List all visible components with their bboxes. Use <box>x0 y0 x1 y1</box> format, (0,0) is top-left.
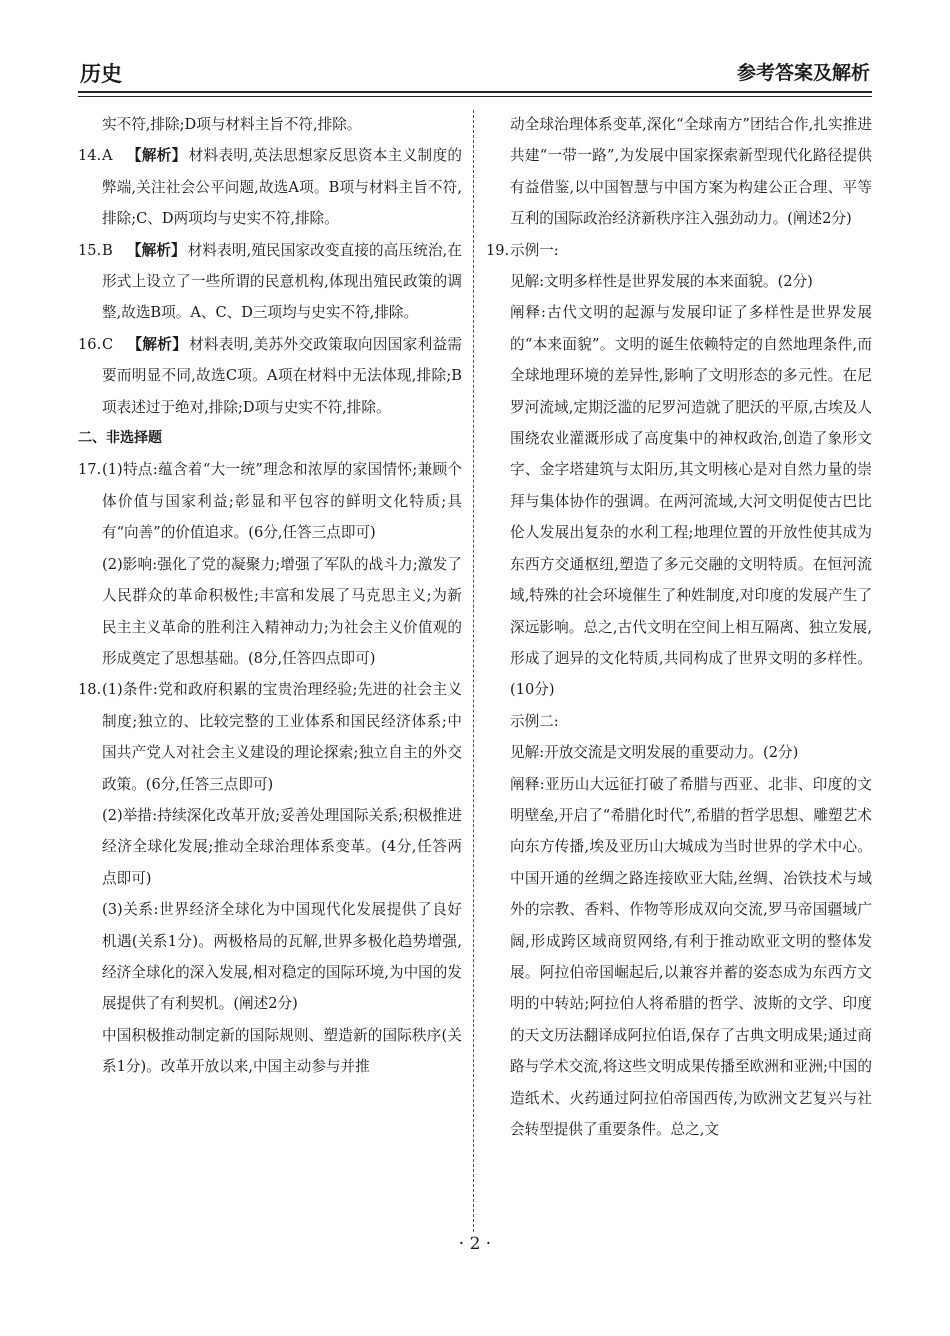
right-column <box>486 109 872 1145</box>
question-number: 15. <box>78 241 102 259</box>
answer-letter: B <box>102 241 113 259</box>
example-2-title: 示例二: <box>510 712 559 730</box>
analysis-text: 材料表明,美苏外交政策取向因国家利益需要而明显不同,故选C项。A项在材料中无法体现,排除;B项表述过于绝对,排除;D项与史实不符,排除。 <box>102 335 462 416</box>
example-2-text: 阐释:亚历山大远征打破了希腊与西亚、北非、印度的文明壁垒,开启了“希腊化时代”,希腊的哲学思想、雕塑艺术向东方传播,埃及亚历山大城成为当时世界的学术中心。中国开通的丝绸之路连接欧亚大陆,丝绸、冶铁技术与域外的宗教、香料、作物等形成双向交流,罗马帝国疆域广阔,形成跨区域商贸网络,有利于推动欧亚文明的整体发展。阿拉伯帝国崛起后,以兼容并蓄的姿态成为东西方文明的中转站;阿拉伯人将希腊的哲学、波斯的文学、印度的天文历法翻译成阿拉伯语,保存了古典文明成果;通过商路与学术交流,将这些文明成果传播至欧洲和亚洲;中国的造纸术、火药通过阿拉伯帝国西传,为欧洲文艺复兴与社会转型提供了重要条件。总之,文 <box>510 775 872 1138</box>
answer-part-4: 中国积极推动制定新的国际规则、塑造新的国际秩序(关系1分)。改革开放以来,中国主动参与并推 <box>102 1026 462 1076</box>
question-14 <box>78 140 462 234</box>
analysis-label: 【解析】 <box>127 335 188 353</box>
question-16 <box>78 329 462 423</box>
header-rule-thick <box>78 91 872 93</box>
answer-part-2: (2)举措:持续深化改革开放;妥善处理国际关系;积极推进经济全球化发展;推动全球治理体系变革。(4分,任答两点即可) <box>102 806 462 887</box>
analysis-text: 材料表明,殖民国家改变直接的高压统治,在形式上设立了一些所谓的民意机构,体现出殖民政策的调整,故选B项。A、C、D三项均与史实不符,排除。 <box>102 241 462 322</box>
analysis-label: 【解析】 <box>126 147 187 165</box>
answer-letter: C <box>102 335 114 353</box>
example-1-title: 示例一: <box>510 241 559 259</box>
header-rule-thin <box>78 96 872 97</box>
left-column <box>78 109 462 1083</box>
question-18 <box>78 674 462 1082</box>
question-number: 14. <box>78 147 102 165</box>
answer-part-3: (3)关系:世界经济全球化为中国现代化发展提供了良好机遇(关系1分)。两极格局的瓦解,世界多极化趋势增强,经济全球化的深入发展,相对稳定的国际环境,为中国的发展提供了有利契机。(阐述2分) <box>102 901 462 1013</box>
answer-letter: A <box>102 147 113 165</box>
example-2-view: 见解:开放交流是文明发展的重要动力。(2分) <box>510 744 799 762</box>
question-15 <box>78 235 462 329</box>
header-title: 参考答案及解析 <box>736 62 870 84</box>
question-number: 19. <box>486 241 510 259</box>
subject-title: 历史 <box>80 62 122 86</box>
question-number: 16. <box>78 335 102 353</box>
answer-part-2: (2)影响:强化了党的凝聚力;增强了军队的战斗力;激发了人民群众的革命积极性;丰富和发展了马克思主义;为新民主主义革命的胜利注入精神动力;为社会主义价值观的形成奠定了思想基础。(8分,任答四点即可) <box>102 555 462 667</box>
page-header <box>78 58 872 90</box>
example-1-view: 见解:文明多样性是世界发展的本来面貌。(2分) <box>510 273 813 291</box>
section-heading: 二、非选择题 <box>78 430 162 447</box>
question-number: 18. <box>78 681 102 699</box>
analysis-text: 材料表明,英法思想家反思资本主义制度的弊端,关注社会公平问题,故选A项。B项与材料主旨不符,排除;C、D两项均与史实不符,排除。 <box>102 147 462 228</box>
question-17 <box>78 454 462 674</box>
question-number: 17. <box>78 461 102 479</box>
page-number: · 2 · <box>458 1234 492 1254</box>
column-divider <box>473 110 474 1232</box>
prev-answer-tail: 实不符,排除;D项与材料主旨不符,排除。 <box>102 116 362 133</box>
q18-continuation: 动全球治理体系变革,深化“全球南方”团结合作,扎实推进共建“一带一路”,为发展中国家探索新型现代化路径提供有益借鉴,以中国智慧与中国方案为构建公正合理、平等互利的国际政治经济新秩序注入强劲动力。(阐述2分) <box>510 116 872 228</box>
answer-part-1: (1)条件:党和政府积累的宝贵治理经验;先进的社会主义制度;独立的、比较完整的工业体系和国民经济体系;中国共产党人对社会主义建设的理论探索;独立自主的外交政策。(6分,任答三点即可) <box>102 681 462 793</box>
example-1-text: 阐释:古代文明的起源与发展印证了多样性是世界发展的“本来面貌”。文明的诞生依赖特定的自然地理条件,而全球地理环境的差异性,影响了文明形态的多元性。在尼罗河流域,定期泛滥的尼罗河造就了肥沃的平原,古埃及人围绕农业灌溉形成了高度集中的神权政治,创造了象形文字、金字塔建筑与太阳历,其文明核心是对自然力量的崇拜与集体协作的强调。在两河流域,大河文明促使古巴比伦人发展出复杂的水利工程;地理位置的开放性使其成为东西方交通枢纽,塑造了多元交融的文明特质。在恒河流域,特殊的社会环境催生了种姓制度,对印度的发展产生了深远影响。总之,古代文明在空间上相互隔离、独立发展,形成了迥异的文化特质,共同构成了世界文明的多样性。(10分) <box>510 304 872 699</box>
question-19 <box>486 235 872 1146</box>
answer-part-1: (1)特点:蕴含着“大一统”理念和浓厚的家国情怀;兼顾个体价值与国家利益;彰显和平包容的鲜明文化特质;具有“向善”的价值追求。(6分,任答三点即可) <box>102 461 462 542</box>
analysis-label: 【解析】 <box>126 241 186 259</box>
